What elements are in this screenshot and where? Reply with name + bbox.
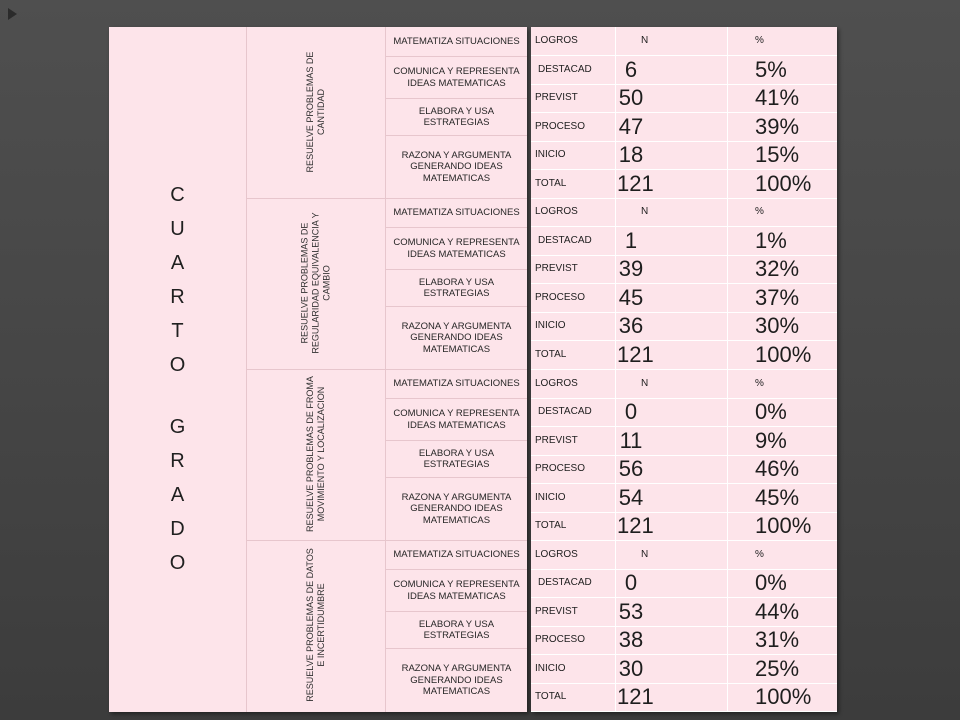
grade-letter: C (170, 184, 185, 206)
row-percent: 100% (755, 341, 812, 367)
grade-letter: D (170, 518, 185, 540)
row-label: INICIO (535, 662, 566, 674)
grade-letter: O (169, 354, 186, 376)
row-count: 0 (624, 399, 638, 424)
row-percent: 0% (755, 570, 787, 596)
row-label: DESTACAD (538, 63, 592, 75)
table-row (531, 84, 837, 113)
row-count: 56 (618, 456, 644, 481)
row-percent: 100% (755, 170, 812, 196)
grade-letter: A (170, 484, 185, 506)
row-label: TOTAL (535, 348, 567, 360)
table-row (531, 141, 837, 170)
row-count: 50 (618, 85, 644, 110)
table-header-row (531, 27, 837, 56)
row-label: PROCESO (535, 634, 586, 646)
capacity-cell: ELABORA Y USA ESTRATEGIAS (386, 441, 527, 478)
row-count: 1 (624, 227, 638, 253)
header-pct: % (755, 548, 764, 560)
grade-letter: R (170, 450, 185, 472)
row-count: 39 (618, 256, 644, 282)
row-label: DESTACAD (538, 406, 592, 417)
header-pct: % (755, 35, 764, 46)
row-count: 0 (624, 570, 638, 596)
capacity-cell: MATEMATIZA SITUACIONES (386, 369, 527, 399)
grade-letter: R (170, 286, 185, 308)
header-logros: LOGROS (535, 548, 578, 560)
row-percent: 1% (755, 227, 787, 253)
capacity-cell: RAZONA Y ARGUMENTA GENERANDO IDEAS MATEMATICAS (401, 149, 512, 184)
table-row (531, 341, 837, 370)
row-count: 121 (617, 170, 654, 196)
table-row (531, 569, 837, 598)
competency-label: RESUELVE PROBLEMAS DE REGULARIDAD EQUIVALENCIA Y CAMBIO (299, 212, 332, 354)
competency-label-cell (247, 369, 386, 540)
competency-label: RESUELVE PROBLEMAS DE DATOS E INCERTIDUMBRE (305, 548, 326, 702)
capacity-cell: RAZONA Y ARGUMENTA GENERANDO IDEAS MATEMATICAS (401, 491, 512, 526)
table-row (531, 655, 837, 684)
capacity-cell: MATEMATIZA SITUACIONES (386, 198, 527, 228)
competency-group (247, 540, 527, 712)
row-percent: 44% (755, 598, 800, 624)
row-percent: 5% (755, 56, 787, 82)
row-percent: 0% (755, 399, 787, 424)
row-count: 121 (617, 684, 654, 710)
row-percent: 9% (755, 427, 787, 453)
table-header-row (531, 198, 837, 227)
row-label: PROCESO (535, 463, 586, 474)
table-header-row (531, 541, 837, 570)
row-count: 121 (617, 341, 654, 367)
capacity-cell: MATEMATIZA SITUACIONES (386, 27, 527, 57)
table-row (531, 484, 837, 513)
row-label: PROCESO (535, 120, 586, 132)
header-logros: LOGROS (535, 206, 578, 218)
capacity-cell: COMUNICA Y REPRESENTA IDEAS MATEMATICAS (386, 228, 527, 270)
grade-letter: T (171, 320, 184, 342)
header-n: N (641, 35, 649, 46)
table-header-row (531, 370, 837, 399)
capacity-cell: ELABORA Y USA ESTRATEGIAS (386, 612, 527, 649)
row-count: 36 (618, 313, 644, 339)
row-label: TOTAL (535, 520, 567, 531)
row-percent: 30% (755, 313, 800, 339)
table-row (531, 683, 837, 712)
capacity-cell: COMUNICA Y REPRESENTA IDEAS MATEMATICAS (386, 57, 527, 99)
table-row (531, 626, 837, 655)
competencies-panel (109, 27, 527, 712)
capacity-cell: MATEMATIZA SITUACIONES (386, 540, 527, 570)
row-percent: 41% (755, 85, 800, 110)
row-percent: 46% (755, 456, 800, 481)
row-percent: 45% (755, 484, 800, 510)
table-row (531, 455, 837, 484)
row-label: PREVIST (535, 605, 578, 617)
row-label: PREVIST (535, 92, 578, 103)
row-label: PREVIST (535, 263, 578, 275)
grade-letter: A (170, 252, 185, 274)
competency-label: RESUELVE PROBLEMAS DE CANTIDAD (305, 51, 326, 173)
header-n: N (641, 206, 649, 218)
header-n: N (641, 377, 649, 389)
table-row (531, 255, 837, 284)
row-label: INICIO (535, 149, 566, 160)
header-logros: LOGROS (535, 35, 578, 46)
capacity-cell: RAZONA Y ARGUMENTA GENERANDO IDEAS MATEMATICAS (401, 663, 512, 698)
table-row (531, 284, 837, 313)
row-percent: 100% (755, 513, 812, 538)
table-row (531, 170, 837, 199)
competency-label-cell (247, 198, 386, 369)
row-label: PROCESO (535, 291, 586, 303)
row-percent: 15% (755, 142, 800, 167)
slide-arrow-icon (8, 8, 17, 20)
header-logros: LOGROS (535, 377, 578, 389)
table-row (531, 227, 837, 256)
grade-label (109, 178, 246, 580)
row-count: 47 (618, 113, 644, 139)
table-row (531, 312, 837, 341)
header-n: N (641, 548, 649, 560)
table-row (531, 113, 837, 142)
grade-letter: G (169, 416, 186, 438)
row-count: 121 (617, 513, 654, 538)
grade-column (109, 27, 247, 712)
grade-letter: U (170, 218, 185, 240)
row-count: 18 (618, 142, 644, 167)
row-percent: 100% (755, 684, 812, 710)
competency-label: RESUELVE PROBLEMAS DE FROMA MOVIMIENTO Y LOCALIZACION (305, 376, 326, 532)
row-count: 11 (619, 427, 643, 453)
capacity-cell: COMUNICA Y REPRESENTA IDEAS MATEMATICAS (386, 570, 527, 612)
row-count: 53 (618, 598, 644, 624)
capacity-cell: ELABORA Y USA ESTRATEGIAS (386, 270, 527, 307)
capacity-cell: ELABORA Y USA ESTRATEGIAS (386, 99, 527, 136)
row-percent: 25% (755, 655, 800, 681)
competency-group (247, 27, 527, 199)
row-count: 38 (618, 627, 644, 653)
row-percent: 32% (755, 256, 800, 282)
grade-letter: O (169, 552, 186, 574)
row-percent: 37% (755, 284, 800, 310)
table-row (531, 398, 837, 427)
row-label: INICIO (535, 491, 566, 503)
row-label: INICIO (535, 320, 566, 332)
table-row (531, 56, 837, 85)
results-table (531, 27, 837, 712)
table-row (531, 427, 837, 456)
competency-group (247, 198, 527, 370)
grade-letter-gap (109, 382, 246, 410)
capacity-cell: COMUNICA Y REPRESENTA IDEAS MATEMATICAS (386, 399, 527, 441)
row-percent: 31% (755, 627, 800, 653)
row-label: PREVIST (535, 434, 578, 446)
table-row (531, 598, 837, 627)
header-pct: % (755, 206, 764, 218)
row-count: 45 (618, 284, 644, 310)
row-label: DESTACAD (538, 577, 592, 589)
competency-label-cell (247, 27, 386, 198)
row-percent: 39% (755, 113, 800, 139)
competency-group (247, 369, 527, 541)
row-count: 6 (624, 56, 638, 82)
row-label: TOTAL (535, 691, 567, 703)
table-row (531, 512, 837, 541)
row-count: 54 (618, 484, 644, 510)
row-label: DESTACAD (538, 234, 592, 246)
header-pct: % (755, 377, 764, 389)
row-label: TOTAL (535, 177, 567, 189)
competency-label-cell (247, 540, 386, 712)
row-count: 30 (618, 655, 644, 681)
capacity-cell: RAZONA Y ARGUMENTA GENERANDO IDEAS MATEMATICAS (401, 320, 512, 355)
